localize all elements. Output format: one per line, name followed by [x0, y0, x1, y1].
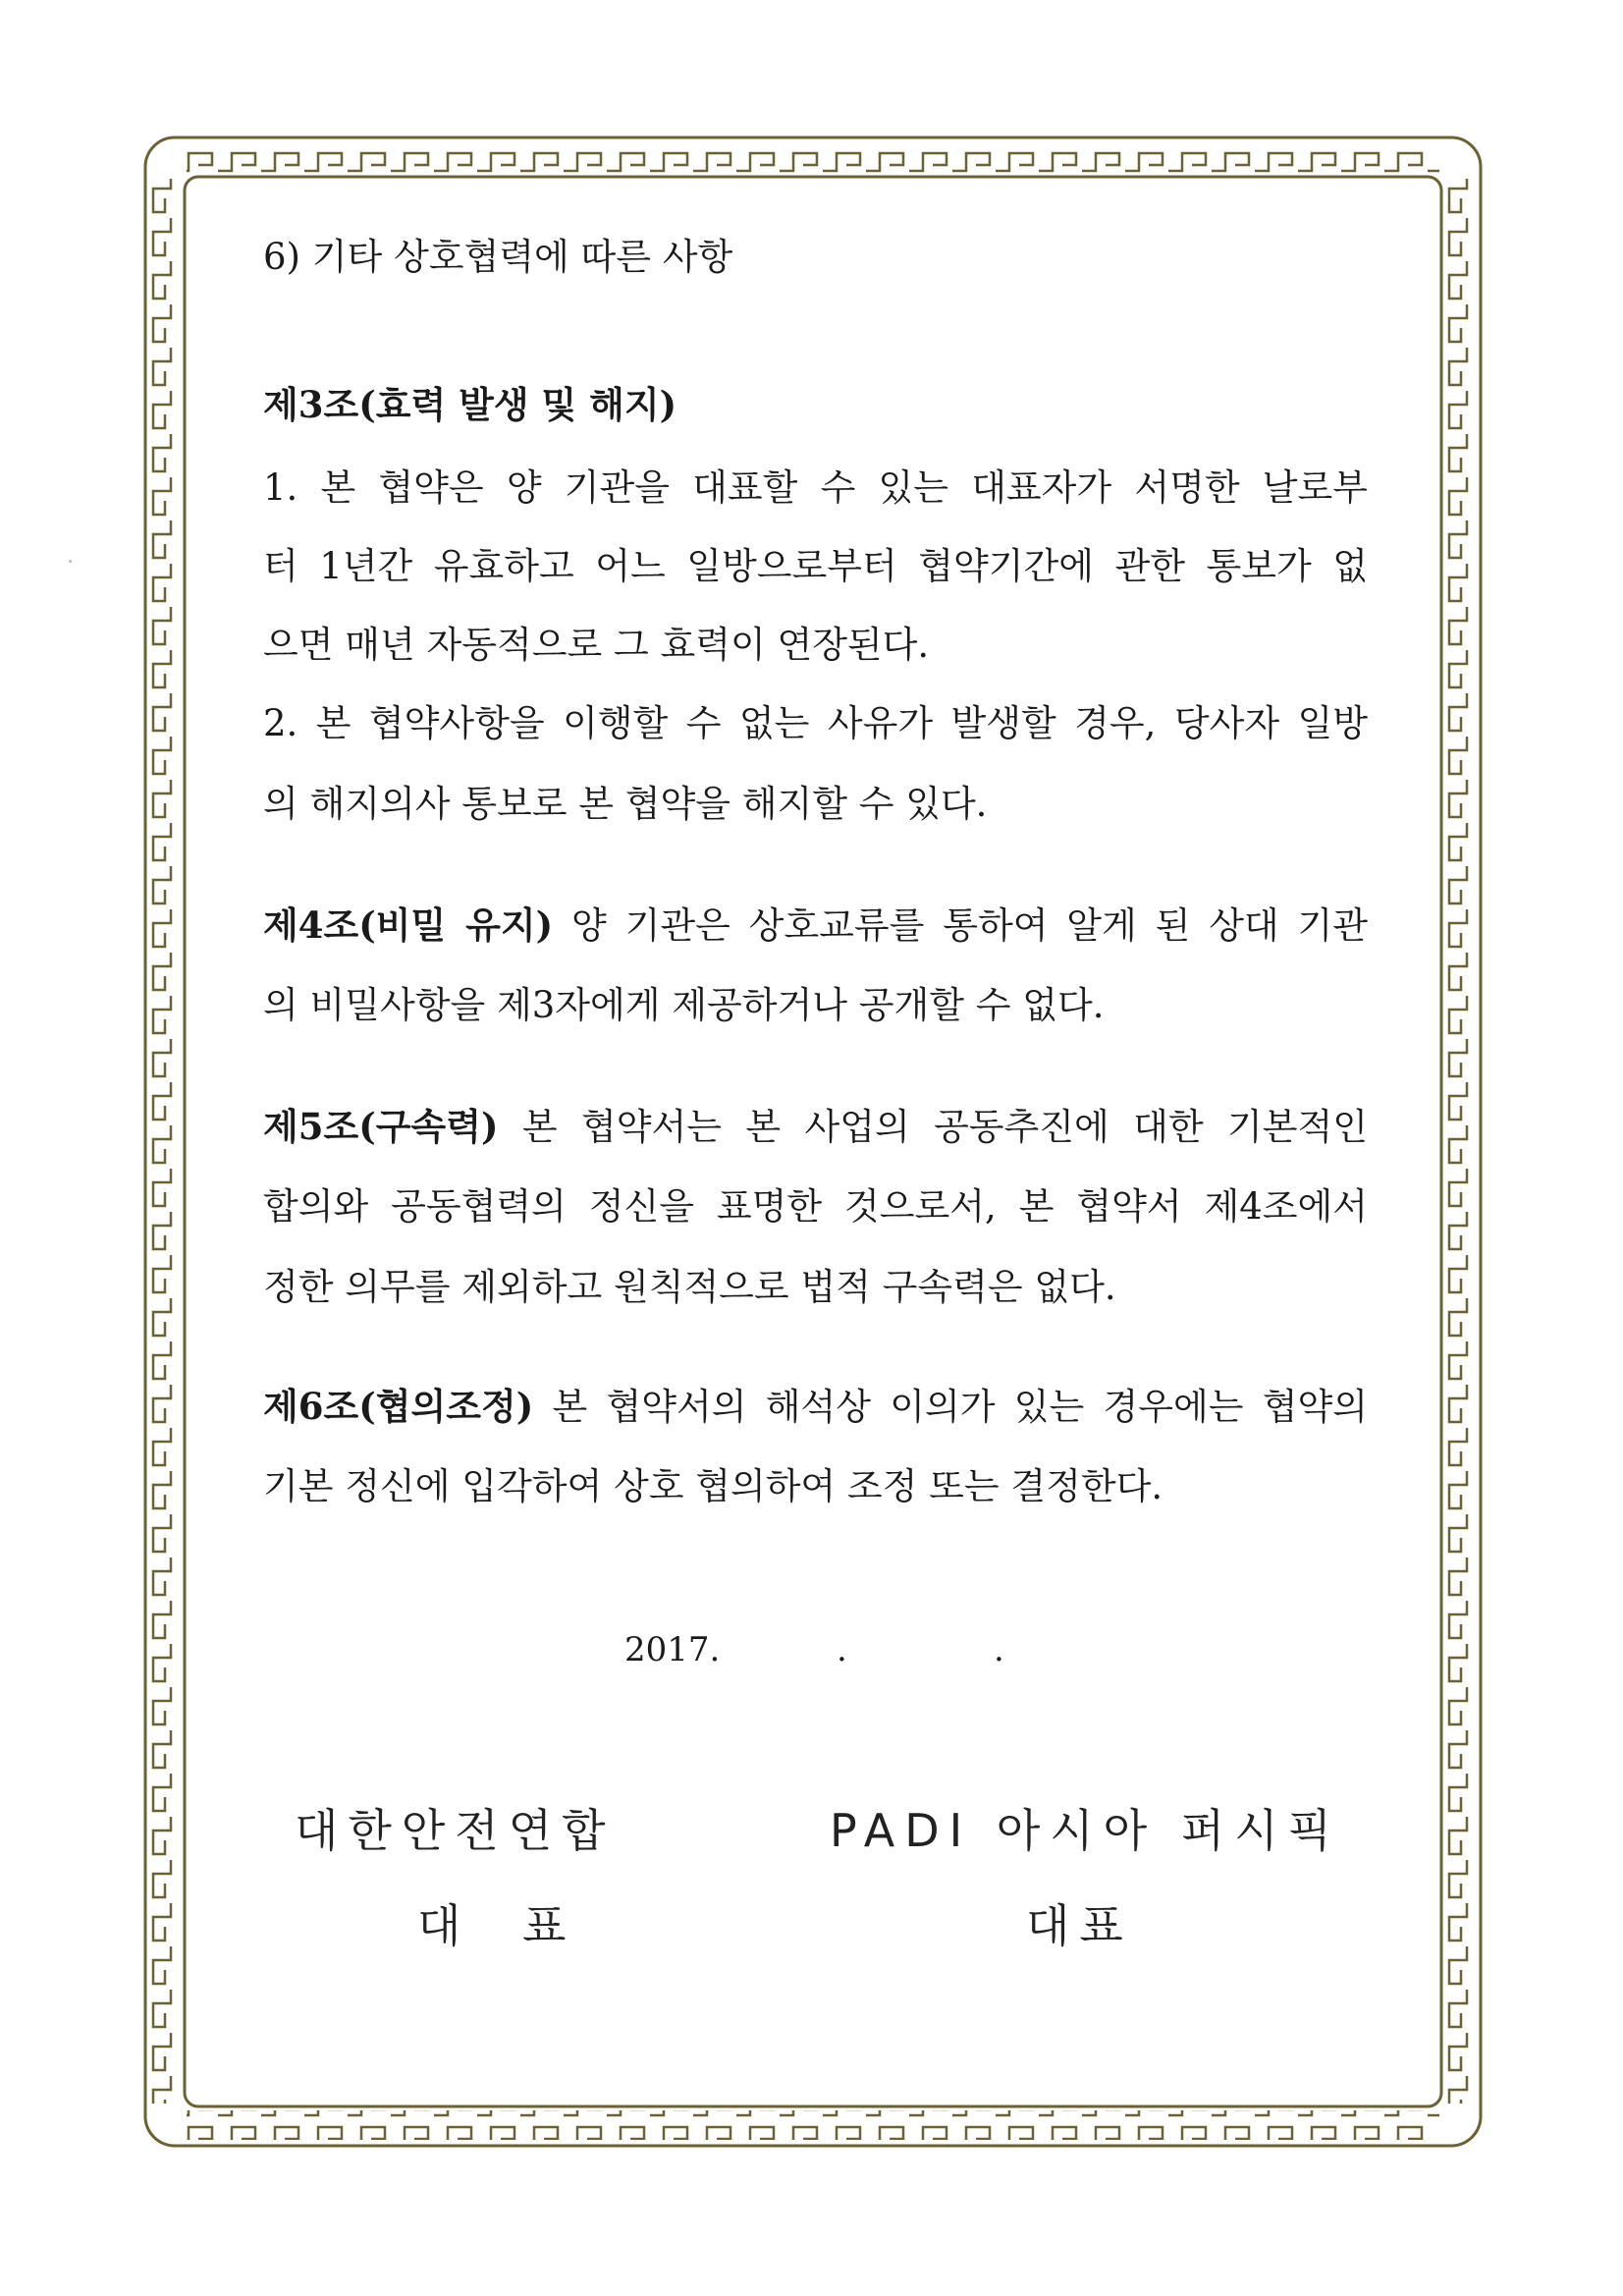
- scan-speck: [69, 560, 72, 563]
- article-3-para-2-line-1: 2. 본 협약사항을 이행할 수 없는 사유가 발생할 경우, 당사자 일방: [263, 702, 1368, 744]
- article-4-line-2: 의 비밀사항을 제3자에게 제공하거나 공개할 수 없다.: [263, 984, 1105, 1026]
- article-6-text-1: 본 협약서의 해석상 이의가 있는 경우에는 협약의: [533, 1386, 1368, 1428]
- article-5-line-3: 정한 의무를 제외하고 원칙적으로 법적 구속력은 없다.: [263, 1266, 1116, 1308]
- item-6-line: 6) 기타 상호협력에 따른 사항: [263, 236, 733, 278]
- article-3-para-1-line-2: 터 1년간 유효하고 어느 일방으로부터 협약기간에 관한 통보가 없: [263, 545, 1368, 587]
- article-6-line-2: 기본 정신에 입각하여 상호 협의하여 조정 또는 결정한다.: [263, 1465, 1163, 1507]
- article-6-title: 제6조(협의조정): [263, 1385, 534, 1428]
- article-4-line-1: [263, 903, 1368, 948]
- left-organization-name: 대한안전연합: [295, 1804, 616, 1857]
- article-4-text-1: 양 기관은 상호교류를 통하여 알게 된 상대 기관: [553, 904, 1368, 947]
- right-representative-title: 대표: [1026, 1899, 1133, 1952]
- article-3-para-1-line-3: 으면 매년 자동적으로 그 효력이 연장된다.: [263, 624, 930, 666]
- date-month-dot: .: [837, 1630, 847, 1669]
- article-5-line-2: 합의와 공동협력의 정신을 표명한 것으로서, 본 협약서 제4조에서: [263, 1185, 1368, 1228]
- article-5-title: 제5조(구속력): [263, 1105, 499, 1148]
- article-4-title: 제4조(비밀 유지): [263, 903, 554, 947]
- date-year: 2017.: [624, 1630, 721, 1669]
- date-day-dot: .: [994, 1630, 1004, 1669]
- left-representative-title: 대 표: [417, 1899, 590, 1952]
- article-6-line-1: [263, 1385, 1368, 1429]
- right-organization-name: PADI 아시아 퍼시픽: [830, 1804, 1342, 1857]
- article-5-line-1: [263, 1105, 1368, 1149]
- article-5-text-1: 본 협약서는 본 사업의 공동추진에 대한 기본적인: [498, 1106, 1368, 1148]
- article-3-title: 제3조(효력 발생 및 해지): [263, 383, 677, 426]
- article-3-para-1-line-1: 1. 본 협약은 양 기관을 대표할 수 있는 대표자가 서명한 날로부: [263, 466, 1368, 509]
- article-3-para-2-line-2: 의 해지의사 통보로 본 협약을 해지할 수 있다.: [263, 783, 988, 825]
